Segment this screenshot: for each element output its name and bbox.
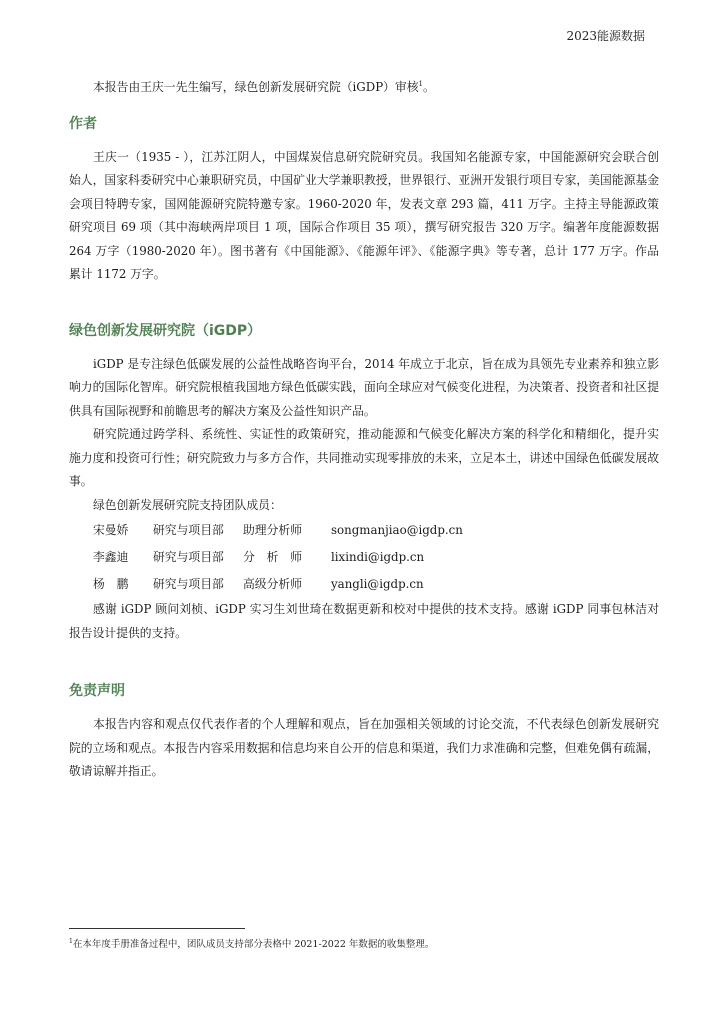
team-member-email[interactable]: yangli@igdp.cn <box>331 577 424 591</box>
team-row <box>93 571 659 598</box>
team-member-dept: 研究与项目部 <box>153 523 224 537</box>
igdp-paragraph-1: iGDP 是专注绿色低碳发展的公益性战略咨询平台，2014 年成立于北京，旨在成为具领先专业素养和独立影响力的国际化智库。研究院根植我国地方绿色低碳实践，面向全球应对气候变化进程，为决策者、投资者和社区提供具有国际视野和前瞻思考的解决方案及公益性知识产品。 <box>69 356 659 418</box>
team-member-dept: 研究与项目部 <box>153 550 224 564</box>
report-body <box>69 70 659 784</box>
page-header: 2023能源数据 <box>566 29 645 43</box>
disclaimer-paragraph: 本报告内容和观点仅代表作者的个人理解和观点，旨在加强相关领域的讨论交流，不代表绿色创新发展研究院的立场和观点。本报告内容采用数据和信息均来自公开的信息和渠道，我们力求准确和完整，但难免偶有疏漏，敬请谅解并指正。 <box>69 717 659 778</box>
team-member-role: 助理分析师 <box>243 523 302 537</box>
team-table <box>93 517 659 598</box>
intro-text: 本报告由王庆一先生编写，绿色创新发展研究院（iGDP）审核 <box>93 80 419 94</box>
team-member-role: 分 析 师 <box>243 550 302 564</box>
igdp-paragraph-2: 研究院通过跨学科、系统性、实证性的政策研究，推动能源和气候变化解决方案的科学化和精细化，提升实施力度和投资可行性；研究院致力与多方合作，共同推动实现零排放的未来，立足本土，讲述中国绿色低碳发展故事。 <box>69 427 659 488</box>
team-row <box>93 544 659 571</box>
footnote <box>69 936 434 950</box>
author-paragraph: 王庆一（1935 - ），江苏江阴人，中国煤炭信息研究院研究员。我国知名能源专家，中国能源研究会联合创始人，国家科委研究中心兼职研究员，中国矿业大学兼职教授，世界银行、亚洲开发银行项目专家，美国能源基金会项目特聘专家，国网能源研究院特邀专家。1960-2020 年，发表文章 293 篇，411 万字。主持主导能源政策研究项目 69 项（其中海峡两岸项目 1 项，国际合作项目 35 项），撰写研究报告 320 万字。编著年度能源数据 264 万字（1980-2020 年）。图书著有《中国能源》、《能源年评》、《能源字典》等专著，总计 177 万字。作品累计 1172 万字。 <box>69 149 659 281</box>
disclaimer-heading: 免责声明 <box>69 683 125 699</box>
footnote-divider <box>69 928 245 929</box>
team-member-role: 高级分析师 <box>243 577 302 591</box>
footnote-reference[interactable]: 1 <box>418 80 423 89</box>
team-member-name: 杨 鹏 <box>93 577 129 591</box>
team-intro: 绿色创新发展研究院支持团队成员： <box>93 497 282 512</box>
author-heading: 作者 <box>69 115 97 132</box>
footnote-mark: 1 <box>69 937 73 945</box>
intro-paragraph <box>69 76 659 100</box>
igdp-heading: 绿色创新发展研究院（iGDP） <box>69 322 262 339</box>
team-member-email[interactable]: songmanjiao@igdp.cn <box>331 523 463 537</box>
team-member-name: 宋曼娇 <box>93 523 129 537</box>
intro-end: 。 <box>423 80 435 94</box>
team-row <box>93 517 659 544</box>
thanks-paragraph: 感谢 iGDP 顾问刘桢、iGDP 实习生刘世琦在数据更新和校对中提供的技术支持。感谢 iGDP 同事包林洁对报告设计提供的支持。 <box>69 602 659 640</box>
team-member-email[interactable]: lixindi@igdp.cn <box>331 550 425 564</box>
team-member-name: 李鑫迪 <box>93 550 129 564</box>
team-member-dept: 研究与项目部 <box>153 577 224 591</box>
footnote-text: 在本年度手册准备过程中，团队成员支持部分表格中 2021-2022 年数据的收集整理。 <box>72 939 435 950</box>
